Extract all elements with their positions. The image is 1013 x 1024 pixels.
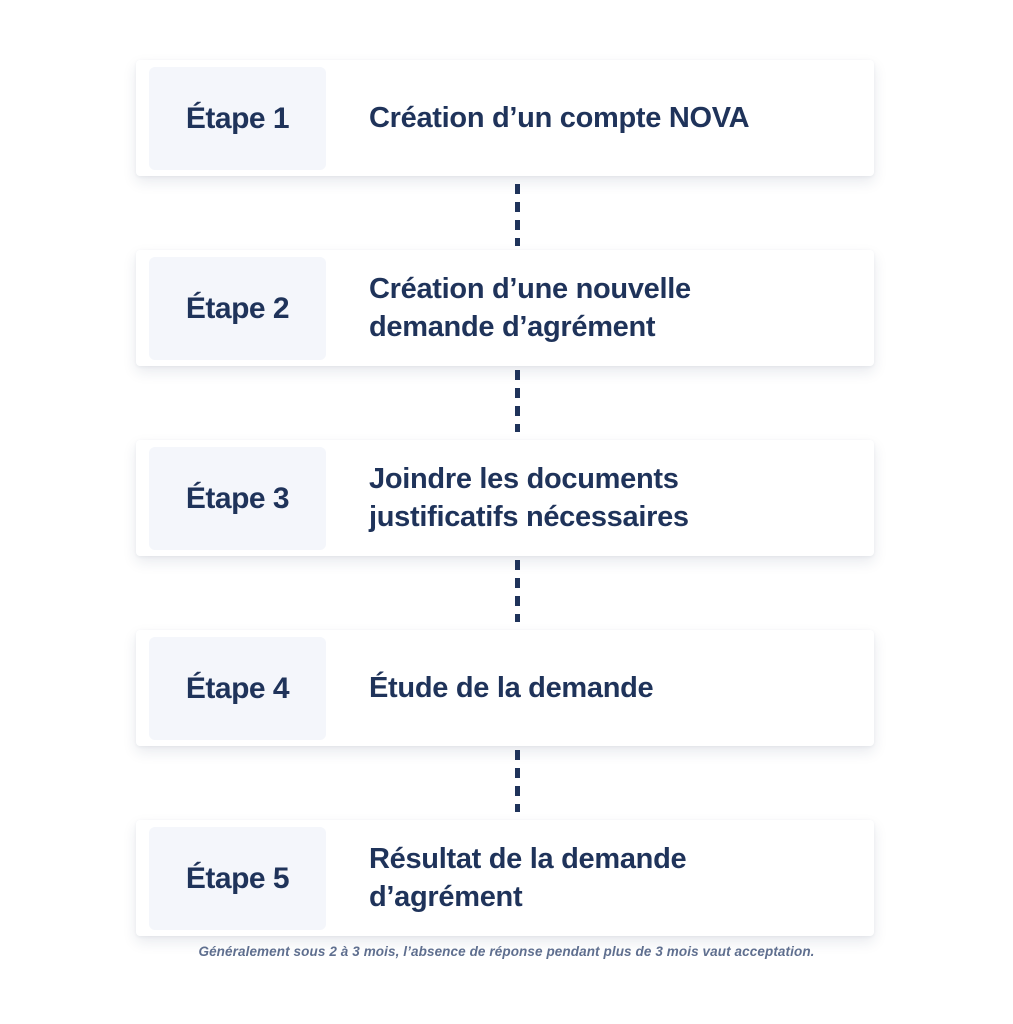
step-title-5-line-2: d’agrément xyxy=(369,881,523,913)
connector-3-4 xyxy=(515,560,520,622)
step-badge-5: Étape 5 xyxy=(149,827,326,930)
step-title-1 xyxy=(369,60,849,176)
step-badge-3: Étape 3 xyxy=(149,447,326,550)
step-badge-4: Étape 4 xyxy=(149,637,326,740)
step-title-3-line-1: Joindre les documents xyxy=(369,463,679,495)
step-card-3 xyxy=(136,440,874,556)
step-badge-1: Étape 1 xyxy=(149,67,326,170)
step-title-2 xyxy=(369,250,849,366)
step-card-1 xyxy=(136,60,874,176)
step-title-5 xyxy=(369,820,849,936)
step-title-2-line-1: Création d’une nouvelle xyxy=(369,273,691,305)
step-title-2-line-2: demande d’agrément xyxy=(369,311,656,343)
step-badge-2: Étape 2 xyxy=(149,257,326,360)
step-title-5-line-1: Résultat de la demande xyxy=(369,843,687,875)
connector-1-2 xyxy=(515,184,520,246)
step-card-4 xyxy=(136,630,874,746)
step-card-5 xyxy=(136,820,874,936)
connector-2-3 xyxy=(515,370,520,432)
step-title-3-line-2: justificatifs nécessaires xyxy=(369,501,689,533)
step-card-2 xyxy=(136,250,874,366)
step-title-3 xyxy=(369,440,849,556)
connector-4-5 xyxy=(515,750,520,812)
step-title-1-line-1: Création d’un compte NOVA xyxy=(369,102,750,134)
footnote: Généralement sous 2 à 3 mois, l’absence de réponse pendant plus de 3 mois vaut acceptation. xyxy=(198,944,815,959)
step-title-4-line-1: Étude de la demande xyxy=(369,672,654,704)
step-title-4 xyxy=(369,630,849,746)
